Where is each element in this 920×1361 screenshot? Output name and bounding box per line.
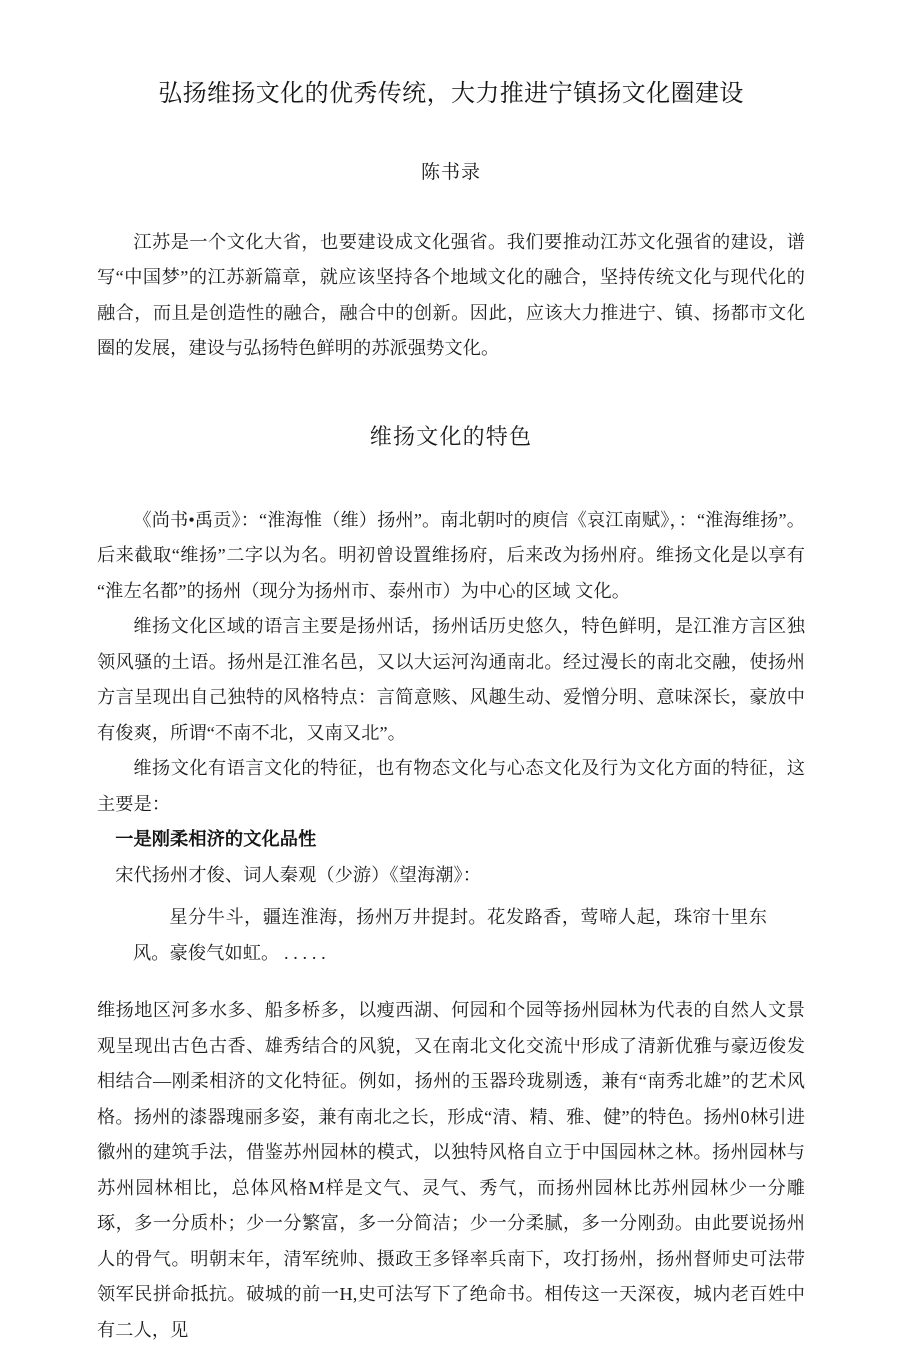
section-heading: 维扬文化的特色 bbox=[369, 423, 533, 449]
paragraph-dialect: 维扬文化区域的语言主要是扬州话，扬州话历史悠久，特色鲜明，是江淮方言区独领风骚的土语。扬州是江淮名邑，又以大运河沟通南北。经过漫长的南北交融，使扬州方言呈现出自己独特的风格特点：言简意赅、风趣生动、爱憎分明、意味深长，豪放中有俊爽，所谓“不南不北，又南又北”。 bbox=[97, 616, 805, 743]
author-name: 陈书录 bbox=[420, 162, 481, 184]
page-title: 弘扬维扬文化的优秀传统，大力推进宁镇扬文化圈建设 bbox=[158, 81, 744, 107]
paragraph-closing: 维扬地区河多水多、船多桥多，以瘦西湖、何园和个园等扬州园林为代表的自然人文景观呈现出古色古香、雄秀结合的风貌，又在南北文化交流屮形成了清新优雅与豪迈俊发相结合—刚柔相济的文化特征。例如，扬州的玉器玲珑剔透，兼有“南秀北雄”的艺术风格。扬州的漆器瑰丽多姿，兼有南北之长，形成“清、精、雅、健”的特色。扬州0林引进徽州的建筑手法，借鉴苏州园林的模式，以独特风格自立于中国园林之林。扬州园林与苏州园林相比，总体风格M样是文气、灵气、秀气，而扬州园林比苏州园林少一分雕琢，多一分质朴；少一分繁富，多一分简洁；少一分柔腻，多一分刚劲。由此要说扬州人的骨气。明朝末年，清军统帅、摄政王多铎率兵南下，攻打扬州，扬州督师史可法带领军民拼命抵抗。破城的前一H,史可法写下了绝命书。相传这一天深夜，城内老百姓中有二人，见 bbox=[97, 1000, 805, 1340]
paragraph-origin: 《尚书•禹贡》：“淮海惟（维）扬州”。南北朝吋的庾信《哀江南赋》，：“淮海维扬”。后来截取“维扬”二字以为名。明初曾设置维扬府，后来改为扬州府。维扬文化是以享有“淮左名都”的扬州（现分为扬州市、泰州市）为中心的区域 文化。 bbox=[97, 509, 805, 601]
poem-quote: 星分牛斗，疆连淮海，扬州万井提封。花发路香，莺啼人起，珠帘十里东风。豪俊气如虹。 . . . . . bbox=[133, 907, 767, 963]
paragraph-intro: 江苏是一个文化大省，也要建设成文化强省。我们要推动江苏文化强省的建设，谱写“中国梦”的江苏新篇章，就应该坚持各个地域文化的融合，坚持传统文化与现代化的融合，而且是创造性的融合，融合中的创新。因此，应该大力推进宁、镇、扬都市文化圈的发展，建设与弘扬特色鲜明的苏派强势文化。 bbox=[97, 231, 805, 359]
paragraph-point-one: 一是刚柔相济的文化品性 bbox=[115, 829, 317, 850]
paragraph-qinguan-intro: 宋代扬州才俊、词人秦观（少游）《望海潮》： bbox=[115, 864, 482, 885]
paragraph-features: 维扬文化有语言文化的特征，也有物态文化与心态文化及行为文化方面的特征，这主要是： bbox=[97, 758, 805, 814]
